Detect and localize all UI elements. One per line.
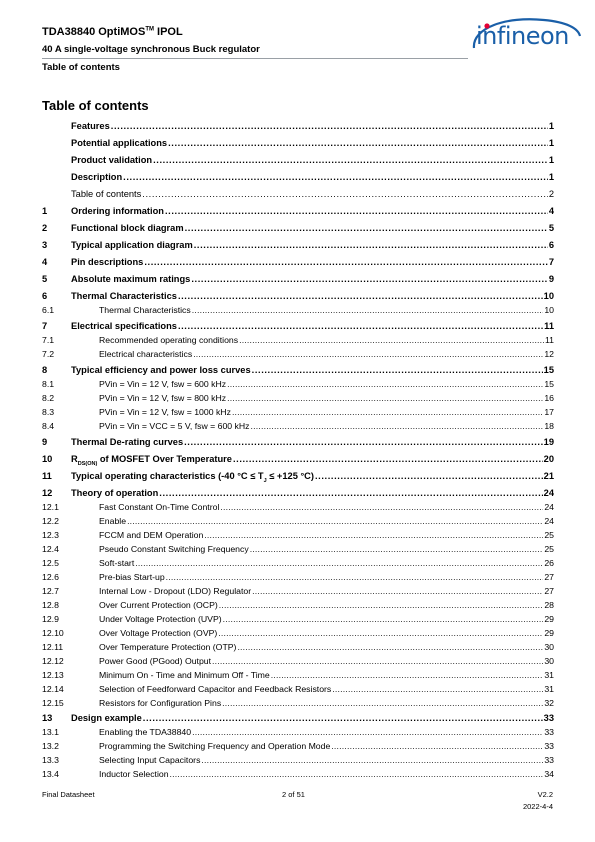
toc-dot-leader (227, 393, 543, 403)
toc-entry-number: 13 (42, 713, 53, 723)
toc-entry-page: 30 (544, 656, 554, 666)
toc-dot-leader (212, 656, 543, 666)
toc-dot-leader (218, 628, 543, 638)
toc-entry-page: 25 (544, 544, 554, 554)
toc-entry[interactable] (42, 321, 554, 331)
toc-entry-number: 13.2 (42, 741, 59, 751)
toc-dot-leader (232, 407, 543, 417)
toc-entry[interactable] (42, 223, 554, 233)
toc-entry-page: 1 (548, 172, 554, 182)
toc-entry-label: Fast Constant On-Time Control (99, 502, 220, 512)
toc-entry-number: 8.4 (42, 421, 55, 431)
toc-entry-number: 4 (42, 257, 48, 267)
toc-entry-number: 5 (42, 274, 48, 284)
toc-entry-label: Typical efficiency and power loss curves (71, 365, 251, 375)
toc-entry-label: Enabling the TDA38840 (99, 727, 192, 737)
toc-entry-page: 17 (544, 407, 554, 417)
toc-entry-page: 9 (548, 274, 554, 284)
toc-dot-leader (184, 437, 543, 447)
toc-dot-leader (250, 544, 544, 554)
toc-dot-leader (220, 502, 543, 512)
toc-entry-label: PVin = Vin = 12 V, fsw = 600 kHz (99, 379, 227, 389)
toc-entry-page: 33 (544, 755, 554, 765)
toc-entry-page: 31 (544, 670, 554, 680)
toc-dot-leader (178, 291, 543, 301)
toc-entry-number: 3 (42, 240, 48, 250)
toc-entry[interactable] (42, 155, 554, 165)
toc-entry-number: 11 (42, 471, 52, 481)
toc-entry-label: Description (71, 172, 123, 182)
toc-entry[interactable] (42, 544, 554, 554)
toc-entry-number: 12.9 (42, 614, 59, 624)
toc-entry-label: $R_{DS(ON)}$ of MOSFET Over Temperature (71, 454, 232, 467)
toc-entry-label: Product validation (71, 155, 153, 165)
toc-entry-label: Typical application diagram (71, 240, 193, 250)
toc-entry-label: Soft-start (99, 558, 135, 568)
toc-entry-page: 26 (544, 558, 554, 568)
toc-dot-leader (192, 305, 544, 315)
toc-dot-leader (142, 189, 548, 199)
toc-entry-label: Minimum On - Time and Minimum Off - Time (99, 670, 270, 680)
toc-entry[interactable] (42, 335, 554, 345)
toc-entry[interactable] (42, 138, 554, 148)
toc-entry-number: 12 (42, 488, 53, 498)
toc-dot-leader (193, 349, 543, 359)
toc-entry[interactable] (42, 642, 554, 652)
toc-entry[interactable] (42, 600, 554, 610)
document-subtitle: 40 A single-voltage synchronous Buck regulator (42, 44, 260, 55)
toc-dot-leader (252, 586, 543, 596)
toc-dot-leader (194, 240, 548, 250)
toc-entry-label: Over Current Protection (OCP) (99, 600, 218, 610)
toc-entry-number: 12.5 (42, 558, 59, 568)
toc-entry-label: PVin = Vin = 12 V, fsw = 1000 kHz (99, 407, 231, 417)
toc-entry-number: 12.1 (42, 502, 59, 512)
toc-entry[interactable] (42, 684, 554, 694)
toc-entry-page: 12 (544, 349, 554, 359)
toc-entry-page: 11 (544, 321, 554, 331)
toc-entry-page: 33 (544, 741, 554, 751)
toc-dot-leader (143, 713, 543, 723)
toc-entry-page: 33 (544, 727, 554, 737)
toc-entry-label: Recommended operating conditions (99, 335, 239, 345)
toc-entry-page: 6 (548, 240, 554, 250)
toc-heading: Table of contents (42, 98, 149, 113)
toc-entry-label: Pseudo Constant Switching Frequency (99, 544, 249, 554)
toc-entry-page: 16 (544, 393, 554, 403)
toc-entry[interactable] (42, 727, 554, 737)
toc-entry-number: 7.1 (42, 335, 55, 345)
toc-entry-number: 12.8 (42, 600, 59, 610)
toc-entry-label: Potential applications (71, 138, 168, 148)
toc-entry-page: 1 (548, 121, 554, 131)
toc-entry[interactable] (42, 471, 554, 484)
toc-dot-leader (204, 530, 543, 540)
toc-entry-page: 28 (544, 600, 554, 610)
toc-entry[interactable] (42, 656, 554, 666)
footer-page-number: 2 of 51 (282, 790, 305, 799)
toc-dot-leader (191, 274, 547, 284)
toc-entry[interactable] (42, 454, 554, 467)
toc-entry-page: 29 (544, 614, 554, 624)
toc-entry-label: Programming the Switching Frequency and Operation Mode (99, 741, 331, 751)
toc-dot-leader (192, 727, 543, 737)
toc-entry-label: Inductor Selection (99, 769, 169, 779)
toc-entry-label: Design example (71, 713, 142, 723)
toc-dot-leader (185, 223, 548, 233)
toc-entry-number: 13.1 (42, 727, 59, 737)
toc-dot-leader (331, 741, 543, 751)
toc-entry-label: Over Voltage Protection (OVP) (99, 628, 218, 638)
toc-entry[interactable] (42, 558, 554, 568)
toc-entry[interactable] (42, 349, 554, 359)
toc-entry-number: 12.6 (42, 572, 59, 582)
toc-entry-label: Selecting Input Capacitors (99, 755, 201, 765)
toc-dot-leader (165, 206, 548, 216)
toc-dot-leader (239, 335, 544, 345)
toc-entry-page: 27 (544, 586, 554, 596)
toc-entry[interactable] (42, 305, 554, 315)
toc-dot-leader (159, 488, 542, 498)
toc-entry[interactable] (42, 189, 554, 199)
toc-entry-label: Typical operating characteristics (-40 $^\circ C \le T_J \le +125$ °C) (71, 471, 314, 484)
toc-entry-page: 33 (543, 713, 554, 723)
toc-entry-label: PVin = Vin = 12 V, fsw = 800 kHz (99, 393, 227, 403)
toc-entry-page: 7 (548, 257, 554, 267)
toc-entry-page: 21 (543, 471, 554, 481)
toc-dot-leader (127, 516, 543, 526)
toc-entry-number: 12.3 (42, 530, 59, 540)
toc-dot-leader (223, 614, 544, 624)
toc-entry-number: 6 (42, 291, 48, 301)
toc-entry-number: 9 (42, 437, 48, 447)
toc-entry-label: Functional block diagram (71, 223, 184, 233)
toc-entry-number: 1 (42, 206, 48, 216)
toc-entry[interactable] (42, 670, 554, 680)
toc-dot-leader (153, 155, 548, 165)
toc-entry-page: 31 (544, 684, 554, 694)
toc-entry-label: Features (71, 121, 110, 131)
toc-entry-page: 29 (544, 628, 554, 638)
toc-entry-number: 2 (42, 223, 48, 233)
toc-entry-page: 24 (544, 516, 554, 526)
toc-entry-page: 5 (548, 223, 554, 233)
toc-entry[interactable] (42, 407, 554, 417)
toc-entry-page: 34 (544, 769, 554, 779)
toc-entry-number: 12.2 (42, 516, 59, 526)
toc-entry-page: 11 (544, 335, 554, 345)
footer-date: 2022-4-4 (522, 802, 553, 811)
toc-entry[interactable] (42, 572, 554, 582)
toc-entry-page: 20 (543, 454, 554, 464)
toc-entry[interactable] (42, 628, 554, 638)
toc-entry[interactable] (42, 121, 554, 131)
toc-entry-number: 10 (42, 454, 53, 464)
toc-entry-page: 2 (548, 189, 554, 199)
toc-entry[interactable] (42, 274, 554, 284)
toc-entry[interactable] (42, 365, 554, 375)
footer-doc-type: Final Datasheet (42, 790, 95, 799)
toc-entry-label: Selection of Feedforward Capacitor and Feedback Resistors (99, 684, 332, 694)
toc-dot-leader (271, 670, 544, 680)
toc-entry-number: 8 (42, 365, 48, 375)
toc-entry-page: 19 (543, 437, 554, 447)
toc-entry-label: Resistors for Configuration Pins (99, 698, 222, 708)
toc-dot-leader (219, 600, 544, 610)
toc-entry-page: 10 (543, 291, 554, 301)
toc-entry-label: FCCM and DEM Operation (99, 530, 204, 540)
toc-entry-number: 12.7 (42, 586, 59, 596)
footer-version: V2.2 (537, 790, 553, 799)
toc-entry-page: 30 (544, 642, 554, 652)
toc-entry-page: 15 (544, 379, 554, 389)
toc-entry[interactable] (42, 421, 554, 431)
toc-entry[interactable] (42, 769, 554, 779)
toc-entry-number: 12.4 (42, 544, 59, 554)
toc-entry-label: Pre-bias Start-up (99, 572, 165, 582)
toc-dot-leader (315, 471, 543, 481)
toc-entry[interactable] (42, 291, 554, 301)
toc-entry[interactable] (42, 393, 554, 403)
toc-entry[interactable] (42, 488, 554, 498)
toc-entry-number: 8.2 (42, 393, 55, 403)
toc-dot-leader (123, 172, 548, 182)
toc-entry[interactable] (42, 516, 554, 526)
toc-entry[interactable] (42, 755, 554, 765)
running-section-title: Table of contents (42, 62, 120, 73)
toc-entry-number: 12.11 (42, 642, 64, 652)
toc-entry-page: 25 (544, 530, 554, 540)
toc-entry-page: 32 (544, 698, 554, 708)
toc-entry[interactable] (42, 206, 554, 216)
toc-dot-leader (201, 755, 543, 765)
toc-entry-label: Ordering information (71, 206, 164, 216)
toc-entry-label: Thermal Characteristics (99, 305, 191, 315)
toc-entry[interactable] (42, 502, 554, 512)
toc-entry-page: 10 (544, 305, 554, 315)
toc-entry[interactable] (42, 257, 554, 267)
toc-entry-label: Under Voltage Protection (UVP) (99, 614, 222, 624)
toc-entry-label: Over Temperature Protection (OTP) (99, 642, 237, 652)
toc-entry[interactable] (42, 172, 554, 182)
logo-wordmark: infineon (476, 22, 569, 50)
toc-entry-number: 8.3 (42, 407, 55, 417)
toc-entry-label: Thermal De-rating curves (71, 437, 184, 447)
toc-entry-number: 12.12 (42, 656, 64, 666)
toc-entry-page: 15 (543, 365, 554, 375)
toc-dot-leader (166, 572, 544, 582)
toc-entry-label: Thermal Characteristics (71, 291, 177, 301)
toc-entry-page: 27 (544, 572, 554, 582)
toc-dot-leader (111, 121, 548, 131)
toc-entry-label: PVin = Vin = VCC = 5 V, fsw = 600 kHz (99, 421, 250, 431)
toc-entry-number: 7.2 (42, 349, 55, 359)
toc-entry[interactable] (42, 698, 554, 708)
toc-entry[interactable] (42, 741, 554, 751)
toc-dot-leader (252, 365, 543, 375)
toc-dot-leader (233, 454, 543, 464)
toc-entry[interactable] (42, 240, 554, 250)
toc-entry-label: Pin descriptions (71, 257, 144, 267)
toc-entry-number: 7 (42, 321, 48, 331)
toc-entry-page: 1 (548, 138, 554, 148)
toc-entry-label: Electrical specifications (71, 321, 177, 331)
toc-entry[interactable] (42, 586, 554, 596)
toc-entry-page: 1 (548, 155, 554, 165)
toc-entry-page: 18 (544, 421, 554, 431)
toc-dot-leader (170, 769, 544, 779)
toc-entry-number: 12.13 (42, 670, 64, 680)
toc-dot-leader (222, 698, 543, 708)
toc-entry-page: 4 (548, 206, 554, 216)
toc-entry-number: 12.15 (42, 698, 64, 708)
toc-dot-leader (227, 379, 543, 389)
toc-entry-label: Absolute maximum ratings (71, 274, 191, 284)
toc-dot-leader (135, 558, 543, 568)
toc-entry-label: Theory of operation (71, 488, 159, 498)
toc-entry[interactable] (42, 614, 554, 624)
toc-entry-number: 6.1 (42, 305, 55, 315)
toc-entry-number: 12.14 (42, 684, 64, 694)
toc-entry-number: 13.4 (42, 769, 59, 779)
toc-dot-leader (237, 642, 543, 652)
toc-entry[interactable] (42, 713, 554, 723)
toc-entry-page: 24 (544, 502, 554, 512)
toc-entry[interactable] (42, 379, 554, 389)
toc-entry-number: 8.1 (42, 379, 55, 389)
toc-dot-leader (332, 684, 543, 694)
toc-entry-number: 12.10 (42, 628, 64, 638)
toc-dot-leader (144, 257, 548, 267)
document-title: TDA38840 OptiMOS™ IPOL (42, 26, 183, 38)
toc-entry-label: Enable (99, 516, 127, 526)
toc-dot-leader (178, 321, 543, 331)
toc-entry-label: Internal Low - Dropout (LDO) Regulator (99, 586, 252, 596)
toc-entry-number: 13.3 (42, 755, 59, 765)
toc-dot-leader (251, 421, 544, 431)
toc-entry[interactable] (42, 437, 554, 447)
toc-entry-label: Electrical characteristics (99, 349, 193, 359)
toc-entry-label: Power Good (PGood) Output (99, 656, 212, 666)
toc-entry-label: Table of contents (71, 189, 142, 199)
toc-entry-page: 24 (543, 488, 554, 498)
toc-dot-leader (168, 138, 548, 148)
toc-entry[interactable] (42, 530, 554, 540)
